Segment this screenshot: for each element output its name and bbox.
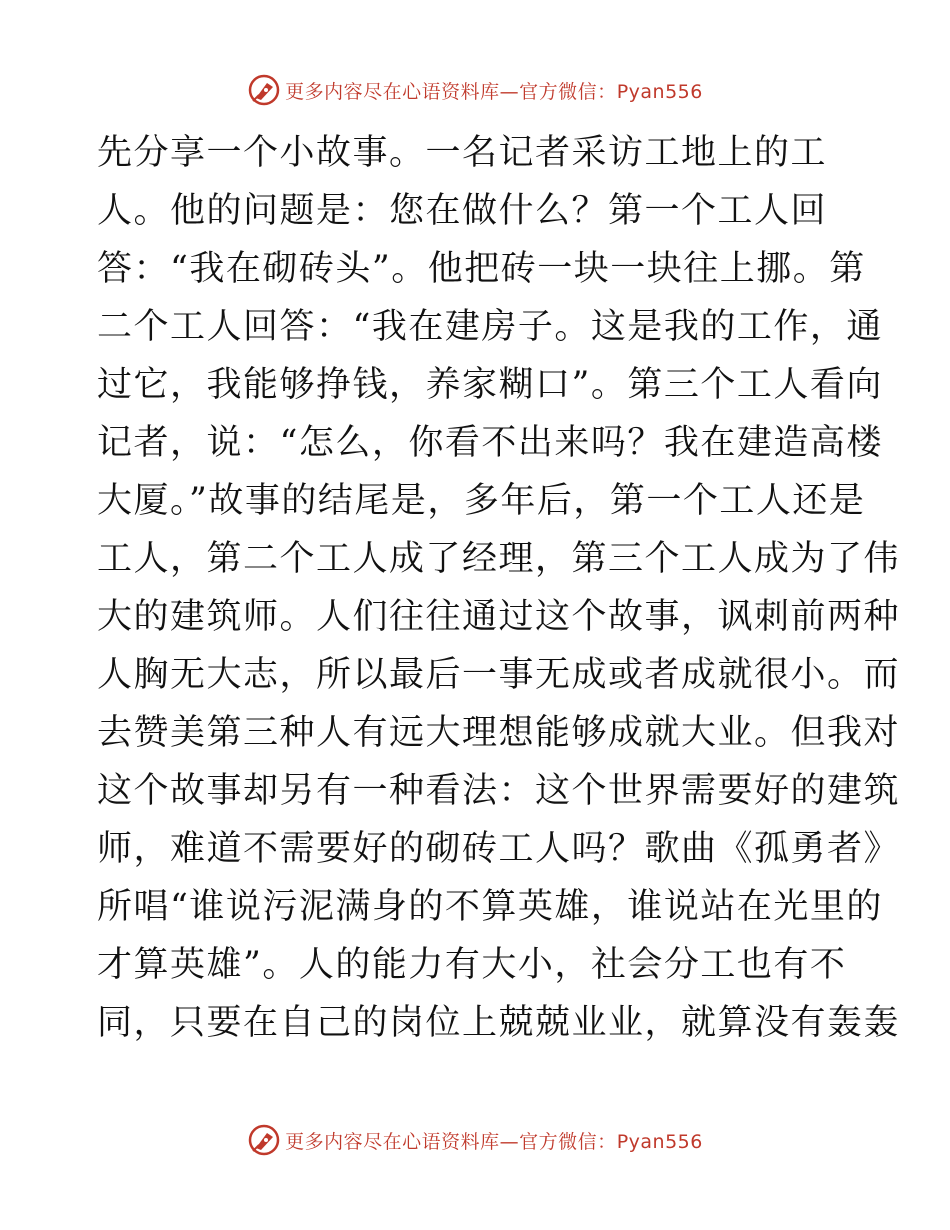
footer-banner-main: 更多内容尽在心语资料库: [285, 1130, 500, 1153]
pen-nib-logo-icon: [247, 73, 281, 107]
header-banner-main: 更多内容尽在心语资料库: [285, 80, 500, 103]
header-banner-id: Pyan556: [616, 80, 703, 103]
text-line: 人胸无大志，所以最后一事无成或者成就很小。而: [97, 655, 901, 695]
footer-banner: [0, 1120, 950, 1160]
text-line: 先分享一个小故事。一名记者采访工地上的工: [97, 133, 828, 173]
text-line: 二个工人回答：“我在建房子。这是我的工作，通: [97, 307, 883, 347]
text-line: 同，只要在自己的岗位上兢兢业业，就算没有轰轰: [97, 1003, 901, 1043]
text-line: 师，难道不需要好的砌砖工人吗？歌曲《孤勇者》: [97, 829, 901, 869]
text-line: 记者，说：“怎么，你看不出来吗？我在建造高楼: [97, 423, 883, 463]
footer-banner-dash: —: [499, 1130, 520, 1153]
text-line: 大的建筑师。人们往往通过这个故事，讽刺前两种: [97, 597, 901, 637]
text-line: 去赞美第三种人有远大理想能够成就大业。但我对: [97, 713, 901, 753]
header-banner-wechat: 官方微信：: [519, 80, 617, 103]
text-line: 这个故事却另有一种看法：这个世界需要好的建筑: [97, 771, 901, 811]
header-banner-text: [285, 77, 703, 104]
text-line: 过它，我能够挣钱，养家糊口”。第三个工人看向: [97, 365, 883, 405]
pen-nib-logo-icon: [247, 1123, 281, 1157]
footer-banner-id: Pyan556: [616, 1130, 703, 1153]
text-line: 人。他的问题是：您在做什么？第一个工人回: [97, 191, 828, 231]
header-banner: [0, 70, 950, 110]
text-line: 才算英雄”。人的能力有大小，社会分工也有不: [97, 945, 847, 985]
text-line: 工人，第二个工人成了经理，第三个工人成为了伟: [97, 539, 901, 579]
article-body: [97, 124, 901, 1052]
footer-banner-wechat: 官方微信：: [519, 1130, 617, 1153]
header-banner-dash: —: [499, 80, 520, 103]
text-line: 答：“我在砌砖头”。他把砖一块一块往上挪。第: [97, 249, 866, 289]
text-line: 大厦。”故事的结尾是，多年后，第一个工人还是: [97, 481, 866, 521]
text-line: 所唱“谁说污泥满身的不算英雄，谁说站在光里的: [97, 887, 883, 927]
footer-banner-text: [285, 1127, 703, 1154]
